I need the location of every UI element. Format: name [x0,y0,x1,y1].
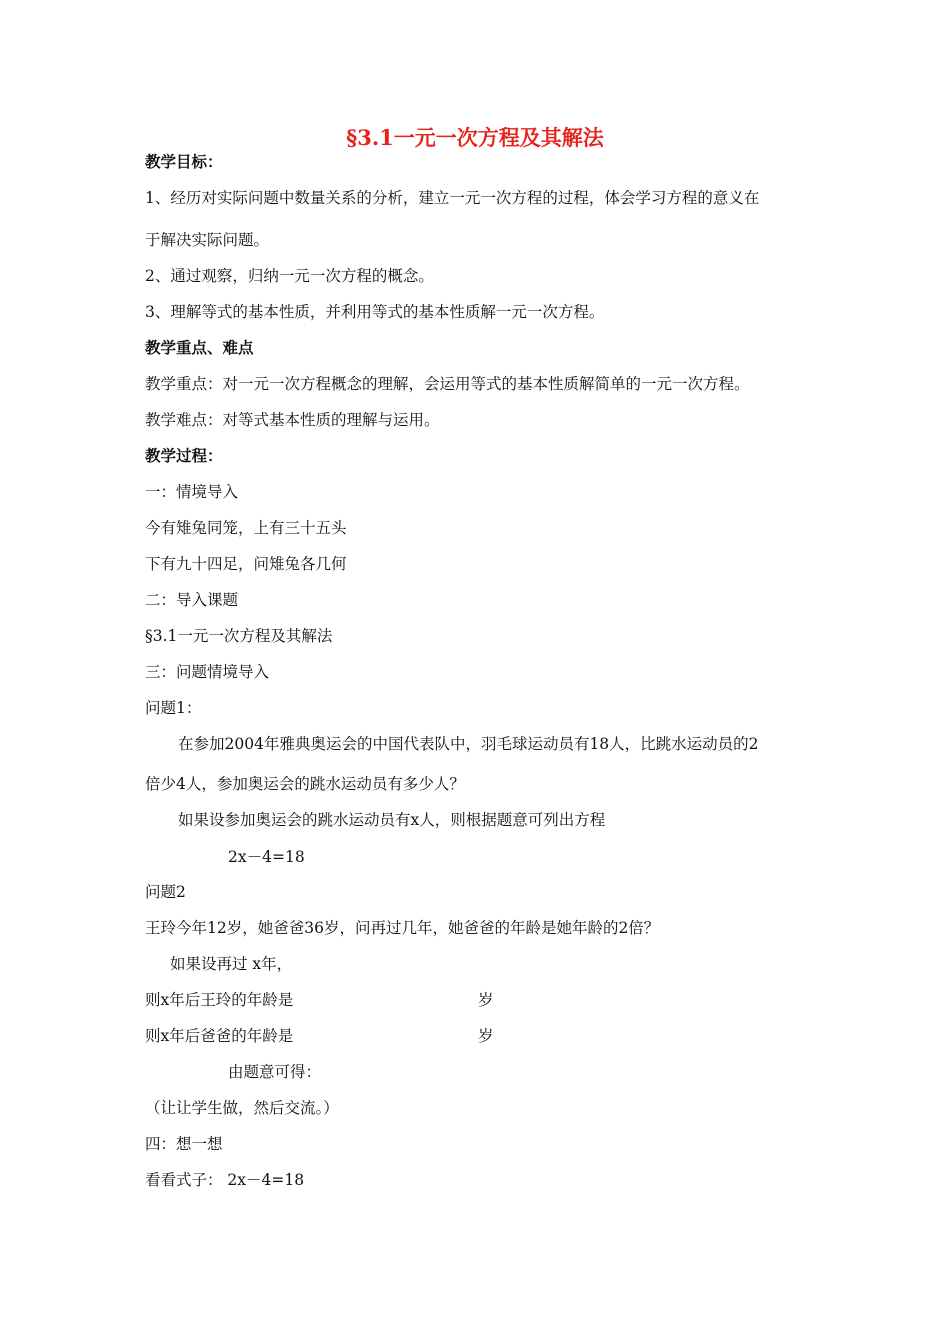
objective-3: 3、理解等式的基本性质，并利用等式的基本性质解一元一次方程。 [145,303,605,321]
poem-line-2: 下有九十四足，问雉兔各几何 [145,555,347,573]
objective-1-line-2: 于解决实际问题。 [145,231,270,249]
question-1-line-1: 在参加2004年雅典奥运会的中国代表队中，羽毛球运动员有18人，比跳水运动员的2 [178,735,759,753]
page-title: §3.1一元一次方程及其解法 [346,125,604,150]
section-4: 四：想一想 [145,1135,223,1153]
section-1: 一：情境导入 [145,483,239,501]
question-1-setup: 如果设参加奥运会的跳水运动员有x人，则根据题意可列出方程 [178,811,606,829]
question-1-line-2: 倍少4人，参加奥运会的跳水运动员有多少人？ [145,775,465,793]
question-2-text: 王玲今年12岁，她爸爸36岁，问再过几年，她爸爸的年龄是她年龄的2倍？ [145,919,660,937]
objective-1-line-1: 1、经历对实际问题中数量关系的分析，建立一元一次方程的过程，体会学习方程的意义在 [145,189,760,207]
question-2-setup: 如果设再过 x年， [170,955,293,973]
key-point: 教学重点：对一元一次方程概念的理解，会运用等式的基本性质解简单的一元一次方程。 [145,375,750,393]
process-heading: 教学过程： [145,446,223,465]
poem-line-1: 今有雉兔同笼，上有三十五头 [145,519,347,537]
question-2-label: 问题2 [145,883,186,901]
objective-2: 2、通过观察，归纳一元一次方程的概念。 [145,267,434,285]
question-1-label: 问题1： [145,699,202,717]
question-2-derive: 由题意可得： [228,1063,322,1081]
question-2-note: （让让学生做，然后交流。） [145,1099,339,1117]
objectives-heading: 教学目标： [145,152,223,171]
section-2: 二：导入课题 [145,591,239,609]
section-3: 三：问题情境导入 [145,663,270,681]
topic-line: §3.1一元一次方程及其解法 [145,627,333,645]
question-1-equation: 2x－4=18 [228,848,305,866]
key-points-heading: 教学重点、难点 [145,338,254,357]
question-2-wangling-age: 则x年后王玲的年龄是 [145,991,294,1009]
question-2-wangling-age-unit: 岁 [478,991,494,1009]
difficult-point: 教学难点：对等式基本性质的理解与运用。 [145,411,440,429]
look-at-equation: 看看式子： 2x－4=18 [145,1171,305,1189]
question-2-father-age-unit: 岁 [478,1027,494,1045]
question-2-father-age: 则x年后爸爸的年龄是 [145,1027,294,1045]
